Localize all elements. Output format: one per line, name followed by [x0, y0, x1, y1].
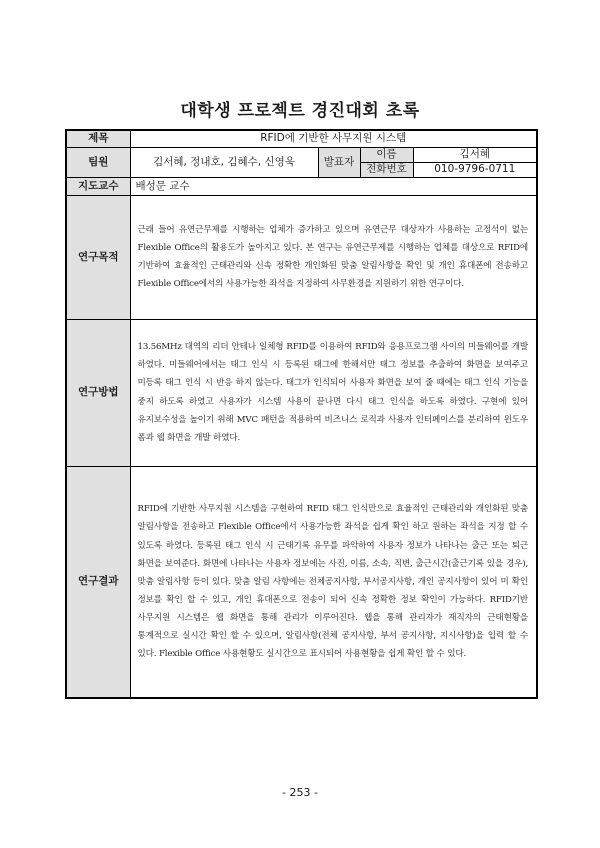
- result-label: 연구결과: [66, 466, 130, 698]
- page-title: 대학생 프로젝트 경진대회 초록: [180, 101, 420, 121]
- subject-label: 제목: [66, 130, 130, 147]
- abstract-table: [65, 129, 538, 699]
- phone-label: 전화번호: [360, 162, 413, 177]
- method-label: 연구방법: [66, 319, 130, 466]
- subject-value: RFID에 기반한 사무지원 시스템: [130, 130, 537, 147]
- team-members: 김서혜, 정내호, 김혜수, 신영욱: [130, 147, 318, 177]
- purpose-text: 근래 들어 유연근무제를 시행하는 업체가 증가하고 있으며 유연근무 대상자가 사용하는 고정석이 없는 Flexible Office의 활용도가 높아지고 있다. 본 연구는 유연근무제를 시행하는 업체를 대상으로 RFID에 기반하여 효율적인 근태관리와 신속 정확한 개인화된 맞춤 알림사항을 확인 및 개인 휴대폰에 전송하고 Flexible Office에서의 사용가능한 좌석을 지정하여 사무환경을 지원하기 위한 연구이다.: [137, 224, 529, 290]
- result-cell: [130, 466, 537, 698]
- method-text: 13.56MHz 대역의 리더 안테나 일체형 RFID를 이용하여 RFID와 응용프로그램 사이의 미들웨어를 개발 하였다. 미들웨어에서는 태그 인식 시 등록된 태그에 한해서만 태그 정보를 추출하여 화면을 보여주고 미등록 태그 인식 시 반응 하지 않는다. 태그가 인식되어 사용자 화면을 보여 줄 때에는 태그 인식 기능을 중지 하도록 하였고 사용자가 시스템 사용이 끝나면 다시 태그 인식을 하도록 하였다. 구현에 있어 유지보수성을 높이기 위해 MVC 패턴을 적용하여 비즈니스 로직과 사용자 인터페이스를 분리하여 윈도우 폼과 웹 화면을 개발 하였다.: [137, 342, 529, 443]
- method-cell: [130, 319, 537, 466]
- subject-row: [66, 130, 537, 147]
- presenter-phone: 010-9796-0711: [413, 162, 537, 177]
- result-text: RFID에 기반한 사무지원 시스템을 구현하여 RFID 태그 인식만으로 효율적인 근태관리와 개인화된 맞춤 알림사항을 전송하고 Flexible Office에서 사용가능한 좌석을 쉽게 확인 하고 원하는 좌석을 지정 할 수 있도록 하였다. 등록된 태그 인식 시 근태기록 유무를 파악하여 사용자 정보가 나타나는 출근 또는 퇴근 화면을 보여준다. 화면에 나타나는 사용자 정보에는 사진, 이름, 소속, 직변, 출근시간(출근기록 있을 경우), 맞춤 알림사항 등이 있다. 맞춤 알림 사항에는 전체공지사항, 부서공지사항, 개인 공지사항이 있어 미 확인 정보를 확인 할 수 있고, 개인 휴대폰으로 전송이 되어 신속 정확한 정보 확인이 가능하다. RFID기반 사무지원 시스템은 웹 화면을 통해 관리가 이루어진다. 웹을 통해 관리자가 재직자의 근태현황을 통계적으로 실시간 확인 할 수 있으며, 알림사항(전체 공지사항, 부서 공지사항, 지시사항)을 입력 할 수 있다. Flexible Office 사용현황도 실시간으로 표시되어 사용현황을 쉽게 확인 할 수 있다.: [137, 504, 529, 660]
- purpose-label: 연구목적: [66, 195, 130, 319]
- presenter-name: 김서혜: [413, 147, 537, 162]
- page-number: - 253 -: [282, 786, 318, 799]
- method-row: [66, 319, 537, 466]
- advisor-label: 지도교수: [66, 177, 130, 195]
- purpose-row: [66, 195, 537, 319]
- team-label: 팀원: [66, 147, 130, 177]
- purpose-cell: [130, 195, 537, 319]
- result-row: [66, 466, 537, 698]
- name-label: 이름: [360, 147, 413, 162]
- advisor-row: [66, 177, 537, 195]
- presenter-label: 발표자: [318, 147, 360, 177]
- team-row-1: [66, 147, 537, 162]
- advisor-value: 배성문 교수: [130, 177, 537, 195]
